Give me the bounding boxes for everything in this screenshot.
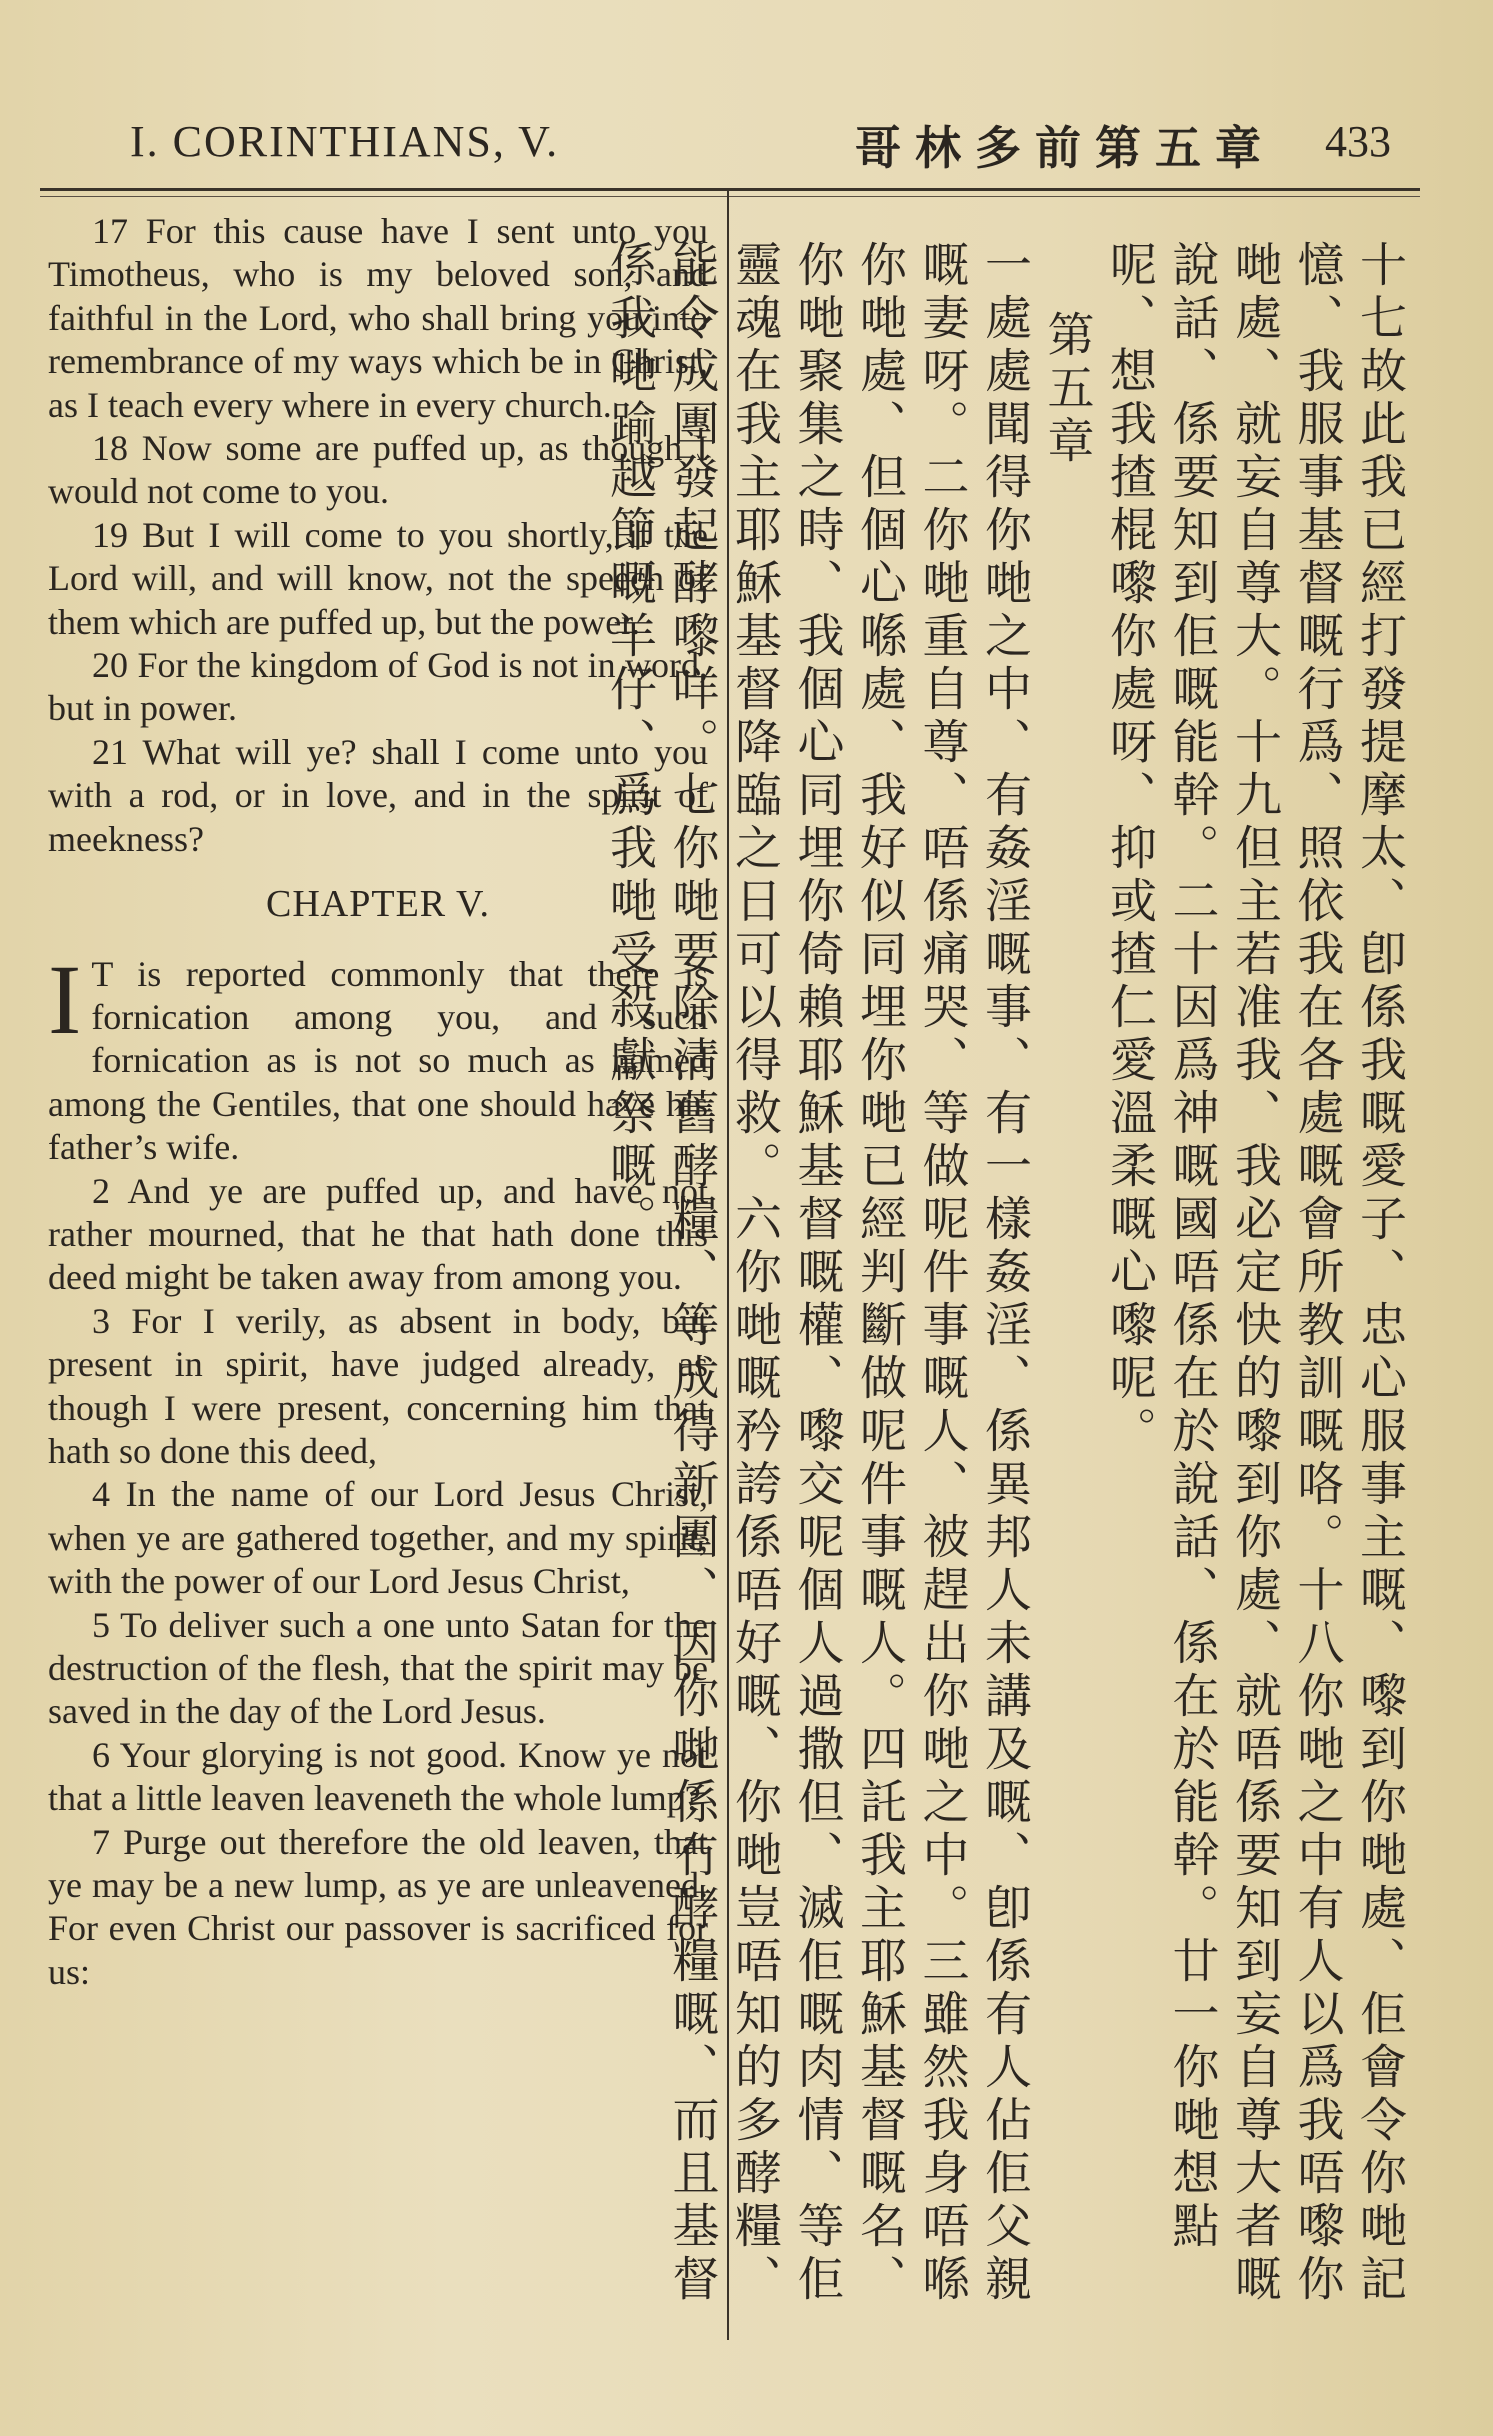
book-title: I. CORINTHIANS, V. bbox=[130, 117, 560, 166]
chinese-chapter4-text: 十七故此我已經打發提摩太、卽係我嘅愛子、忠心服事主嘅、嚟到你哋處、佢會令你哋記憶、我服事基督嘅行爲、照依我在各處嘅會所教訓嘅咯。十八你哋之中有人以爲我唔嚟你哋處、就妄自尊大。十九但主若准我、我必定快的嚟到你處、就唔係要知到妄自尊大者嘅說話、係要知到佢嘅能幹。二十因爲神嘅國唔係在於說話、係在於能幹。廿一你哋想點呢、想我揸棍嚟你處呀、抑或揸仁愛溫柔嘅心嚟呢。 bbox=[1102, 240, 1407, 2307]
english-verse-4: 4 In the name of our Lord Jesus Christ, when ye are gathered together, and my spirit, with the power of our Lord Jesus Christ, bbox=[48, 1474, 708, 1602]
chinese-chapter-title: 第五章 bbox=[1039, 310, 1095, 469]
english-verse-21: 21 What will ye? shall I come unto you with a rod, or in love, and in the spirit of meekness? bbox=[48, 731, 708, 859]
english-verse-5: 5 To deliver such a one unto Satan for the destruction of the flesh, that the spirit may be saved in the day of the Lord Jesus. bbox=[48, 1604, 708, 1732]
chinese-chapter5-text: 一處處聞得你哋之中、有姦淫嘅事、有一樣姦淫、係異邦人未講及嘅、卽係有人佔佢父親嘅妻呀。二你哋重自尊、唔係痛哭、等做呢件事嘅人、被趕出你哋之中。三雖然我身唔喺你哋處、但個心喺處、我好似同埋你哋已經判斷做呢件事嘅人。四託我主耶穌基督嘅名、你哋聚集之時、我個心同埋你倚賴耶穌基督嘅權、嚟交呢個人過撒但、滅佢嘅肉情、等佢靈魂在我主耶穌基督降臨之日可以得救。六你哋嘅矜誇係唔好嘅、你哋豈唔知的多酵糧、能令成團發起酵嚟咩。七你哋要除淸舊酵糧、等成得新團、因你哋係冇酵糧嘅、而且基督係我哋踰越節嘅羊仔、爲我哋受殺獻祭嘅。 bbox=[602, 240, 1032, 2307]
english-verse-17: 17 For this cause have I sent unto you Timotheus, who is my beloved son, and faithful in the Lord, who shall bring you into remembrance of my ways which be in Christ, as I teach every where in every church. bbox=[48, 211, 708, 425]
drop-cap: I bbox=[48, 943, 82, 1055]
english-verse-7: 7 Purge out therefore the old leaven, that ye may be a new lump, as ye are unleavened. For even Christ our passover is sacrificed for us: bbox=[48, 1821, 708, 1992]
header-rule-thin bbox=[40, 196, 1420, 197]
page-number: 433 bbox=[1325, 117, 1391, 166]
chinese-title: 哥林多前第五章 bbox=[855, 121, 1275, 175]
english-verse-20: 20 For the kingdom of God is not in word, but in power. bbox=[48, 645, 708, 729]
english-verse-2: 2 And ye are puffed up, and have not rather mourned, that he that hath done this deed might be taken away from among you. bbox=[48, 1170, 708, 1298]
chapter-heading: CHAPTER V. bbox=[266, 883, 490, 926]
page-header bbox=[0, 110, 1493, 200]
english-verse-19: 19 But I will come to you shortly, if the Lord will, and will know, not the speech of them which are puffed up, but the power. bbox=[48, 514, 708, 642]
header-rule bbox=[40, 188, 1420, 191]
english-verse-3: 3 For I verily, as absent in body, but present in spirit, have judged already, as though I were present, concerning him that hath so done this deed, bbox=[48, 1300, 708, 1471]
english-verse-6: 6 Your glorying is not good. Know ye not that a little leaven leaveneth the whole lump? bbox=[48, 1734, 708, 1819]
chinese-column bbox=[602, 240, 1410, 2330]
verse-1-text: T is reported commonly that there is fornication among you, and such fornication as is not so much as named among the Gentiles, that one should have his father’s wife. bbox=[48, 953, 708, 1168]
english-verse-18: 18 Now some are puffed up, as though I would not come to you. bbox=[48, 428, 708, 512]
